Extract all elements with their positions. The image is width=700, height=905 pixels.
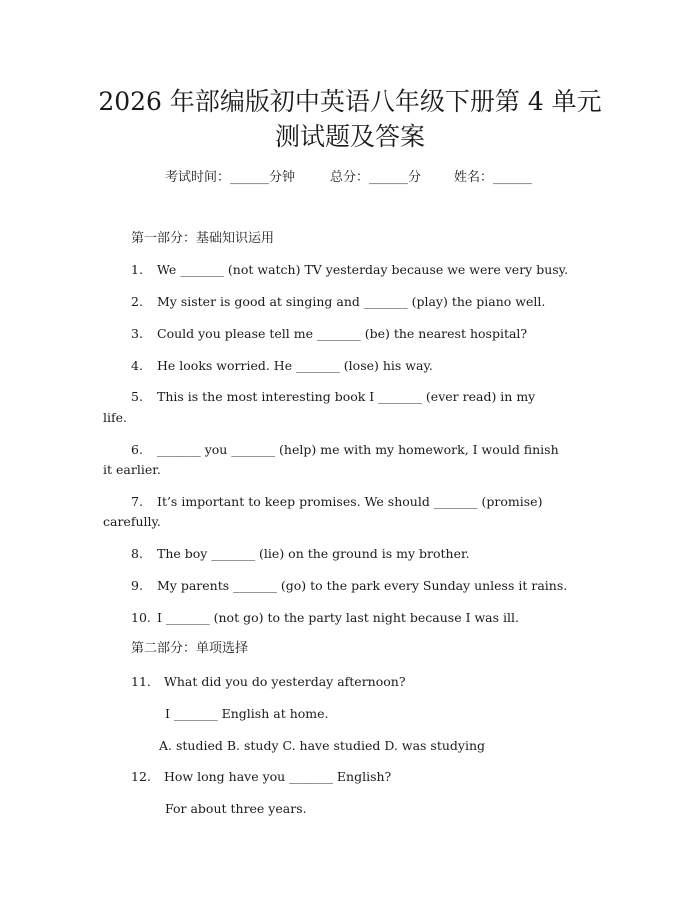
question-3: [131, 324, 631, 344]
question-text: My sister is good at singing and _______ (play) the piano well.: [157, 294, 546, 309]
question-text: He looks worried. He _______ (lose) his way.: [157, 358, 433, 373]
question-text: This is the most interesting book I _______ (ever read) in my: [157, 389, 536, 404]
question-number: 8.: [131, 546, 143, 561]
question-text: The boy _______ (lie) on the ground is my brother.: [157, 546, 470, 561]
question-1: [131, 260, 631, 280]
question-5-continuation: life.: [103, 410, 127, 425]
question-2: [131, 292, 631, 312]
page-title-line-1: 2026 年部编版初中英语八年级下册第 4 单元: [98, 87, 602, 116]
exam-score: 总分：______分: [330, 170, 422, 185]
question-5: [131, 387, 631, 407]
question-text: I _______ (not go) to the party last night because I was ill.: [157, 610, 519, 625]
question-number: 4.: [131, 358, 143, 373]
question-number: 2.: [131, 294, 143, 309]
question-7: [131, 492, 631, 512]
question-number: 10.: [131, 610, 151, 625]
section-heading-part1: 第一部分：基础知识运用: [131, 231, 275, 246]
question-number: 5.: [131, 389, 143, 404]
question-text: What did you do yesterday afternoon?: [164, 674, 406, 689]
question-text: We _______ (not watch) TV yesterday because we were very busy.: [157, 262, 569, 277]
question-text: It’s important to keep promises. We should _______ (promise): [157, 494, 543, 509]
question-number: 7.: [131, 494, 143, 509]
question-12: [131, 767, 631, 787]
question-number: 1.: [131, 262, 143, 277]
question-6: [131, 440, 631, 460]
question-10: [131, 608, 631, 628]
student-name: 姓名：______: [454, 170, 533, 185]
question-12-answer-line: For about three years.: [165, 801, 307, 816]
question-8: [131, 544, 631, 564]
question-text: Could you please tell me _______ (be) the nearest hospital?: [157, 326, 528, 341]
question-number: 11.: [131, 674, 151, 689]
question-text: How long have you _______ English?: [164, 769, 392, 784]
page-title-line-2: 测试题及答案: [274, 122, 425, 151]
question-4: [131, 356, 631, 376]
section-heading-part2: 第二部分：单项选择: [131, 641, 249, 656]
question-11-answer-line: I _______ English at home.: [165, 706, 329, 721]
question-text: _______ you _______ (help) me with my homework, I would finish: [157, 442, 559, 457]
question-number: 3.: [131, 326, 143, 341]
question-9: [131, 576, 631, 596]
question-11: [131, 672, 631, 692]
question-number: 6.: [131, 442, 143, 457]
question-number: 12.: [131, 769, 151, 784]
question-6-continuation: it earlier.: [103, 462, 161, 477]
question-7-continuation: carefully.: [103, 514, 161, 529]
question-number: 9.: [131, 578, 143, 593]
question-text: My parents _______ (go) to the park every Sunday unless it rains.: [157, 578, 568, 593]
exam-time: 考试时间：______分钟: [165, 170, 296, 185]
question-11-options: A. studied B. study C. have studied D. was studying: [159, 738, 486, 753]
